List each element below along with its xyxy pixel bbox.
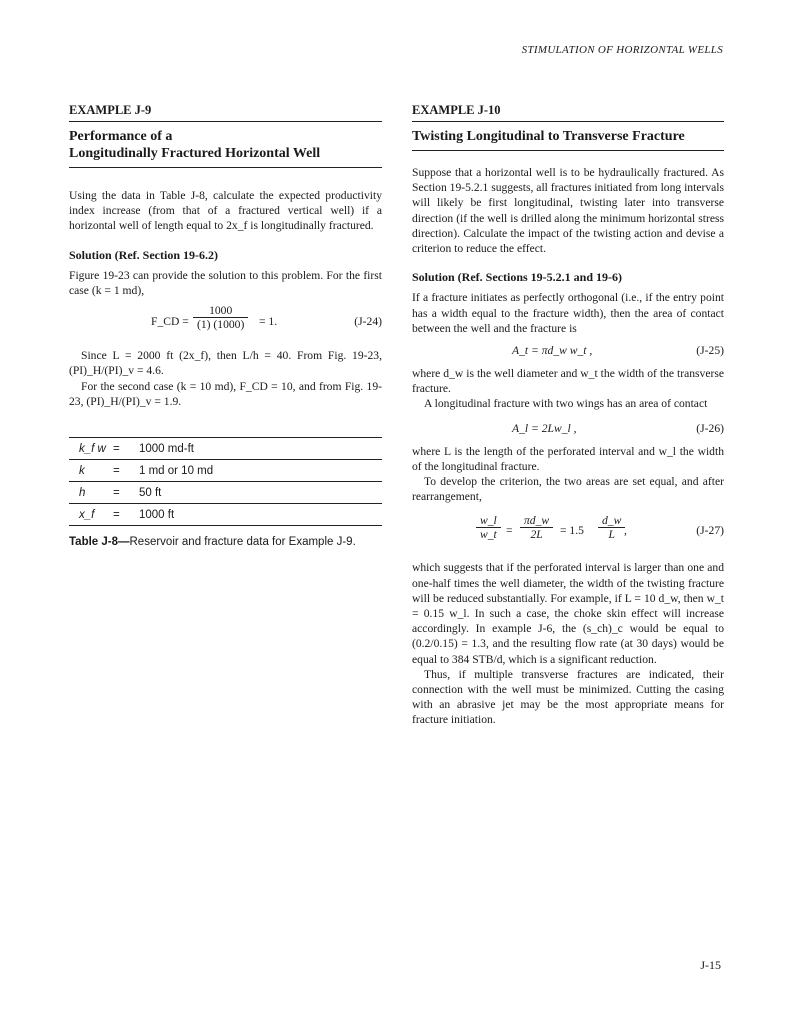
table-equals: = (113, 482, 139, 504)
table-row (69, 460, 382, 482)
table-value: 1000 ft (139, 504, 382, 526)
solution-paragraph: If a fracture initiates as perfectly orthogonal (i.e., if the entry point has a width equal to the fracture width), then the area of contact between the well and the fracture is (412, 291, 724, 335)
page-number: J-15 (700, 958, 721, 972)
table-symbol: h (69, 482, 113, 504)
fraction-numerator: πd_w (520, 514, 553, 528)
example-title (69, 128, 382, 168)
equation-body: A_l = 2Lw_l , (512, 421, 577, 435)
example-label: EXAMPLE J-10 (412, 103, 724, 122)
solution-heading: Solution (Ref. Sections 19-5.2.1 and 19-6) (412, 270, 623, 285)
thus-paragraph: Thus, if multiple transverse fractures are indicated, their connection with the well must be minimized. Cutting the casing with an abrasive jet may be the most appropriate means for fracture initiation. (412, 667, 724, 727)
equation-fraction (193, 304, 248, 331)
longitudinal-paragraph: A longitudinal fracture with two wings has an area of contact (424, 397, 708, 411)
equation-fraction (476, 514, 501, 541)
equation-j27 (412, 512, 724, 552)
equation-j26 (412, 420, 724, 440)
table-value: 50 ft (139, 482, 382, 504)
table-value: 1000 md-ft (139, 438, 382, 460)
solution-paragraph: Figure 19-23 can provide the solution to this problem. For the first case (k = 1 md), (69, 268, 382, 298)
table-row (69, 504, 382, 526)
table-row (69, 482, 382, 504)
since-paragraph: Since L = 2000 ft (2x_f), then L/h = 40. From Fig. 19-23, (PI)_H/(PI)_v = 4.6. (69, 349, 382, 378)
example-title: Twisting Longitudinal to Transverse Fracture (412, 128, 724, 151)
running-header: STIMULATION OF HORIZONTAL WELLS (521, 44, 723, 56)
where-paragraph: where d_w is the well diameter and w_t the width of the transverse fracture. (412, 367, 724, 396)
table-caption (69, 536, 382, 548)
example-label: EXAMPLE J-9 (69, 103, 382, 122)
equation-comma: , (624, 524, 627, 538)
table-symbol: k_f w (69, 438, 113, 460)
example-title-line2: Longitudinally Fractured Horizontal Well (69, 146, 321, 161)
table-equals: = (113, 438, 139, 460)
suggests-paragraph: which suggests that if the perforated interval is larger than one and one-half times the well diameter, the width of the twisting fracture will be reduced substantially. For example, if L = 10 d_w, then w_t = 0.15 w_l. In such a case, the choke skin effect will increase accordingly. In example J-6, the (s_ch)_c would be equal to (0.2/0.15) = 1.3, and the resulting flow rate (at 30 days) would be equal to 384 STB/d, which is a significant reduction. (412, 561, 724, 666)
develop-paragraph: To develop the criterion, the two areas are set equal, and after rearrangement, (412, 475, 724, 504)
equation-number: (J-27) (696, 524, 724, 538)
fraction-numerator: d_w (598, 514, 625, 528)
equation-fraction (520, 514, 553, 541)
fraction-numerator: 1000 (193, 304, 248, 318)
example-j9-column (69, 103, 382, 548)
intro-paragraph: Suppose that a horizontal well is to be hydraulically fractured. As Section 19-5.2.1 suggests, all fractures initiated from long intervals will likely be first longitudinal, twisting later into transverse direction (if the well is drilled along the minimum horizontal stress direction). Calculate the impact of the twisting action and devise a criterion to reduce the effect. (412, 166, 724, 256)
fraction-denominator: w_t (480, 528, 497, 542)
table-row (69, 438, 382, 460)
fraction-numerator: w_l (476, 514, 501, 528)
equation-middle: = 1.5 (560, 524, 584, 538)
equation-j24 (69, 304, 382, 344)
table-symbol: k (69, 460, 113, 482)
fraction-denominator: L (608, 528, 615, 542)
reservoir-data-table (69, 437, 382, 526)
intro-paragraph: Using the data in Table J-8, calculate the expected productivity index increase (from that of a fractured vertical well) if a horizontal well of length equal to 2x_f is longitudinally fractured. (69, 189, 382, 233)
example-title-line1: Performance of a (69, 129, 173, 144)
example-j10-column (412, 103, 724, 728)
equation-fraction (598, 514, 625, 541)
equation-j25 (412, 342, 724, 362)
table-caption-label: Table J-8— (69, 536, 130, 549)
solution-heading: Solution (Ref. Section 19-6.2) (69, 247, 218, 262)
equals-sign: = (506, 524, 513, 538)
table-symbol: x_f (69, 504, 113, 526)
table-equals: = (113, 504, 139, 526)
equation-lhs: F_CD = (151, 315, 189, 329)
table-equals: = (113, 460, 139, 482)
fraction-denominator: 2L (530, 528, 543, 542)
equation-rhs: = 1. (259, 315, 278, 329)
fraction-denominator: (1) (1000) (197, 318, 245, 332)
second-case-paragraph: For the second case (k = 10 md), F_CD = 10, and from Fig. 19-23, (PI)_H/(PI)_v = 1.9. (69, 379, 382, 408)
equation-number: (J-25) (696, 344, 724, 358)
equation-body: A_t = πd_w w_t , (512, 344, 593, 358)
table-value: 1 md or 10 md (139, 460, 382, 482)
table-caption-text: Reservoir and fracture data for Example J-9. (129, 536, 356, 549)
equation-number: (J-24) (354, 315, 382, 329)
equation-number: (J-26) (696, 421, 724, 435)
where-paragraph: where L is the length of the perforated interval and w_l the width of the longitudinal fracture. (412, 444, 724, 473)
